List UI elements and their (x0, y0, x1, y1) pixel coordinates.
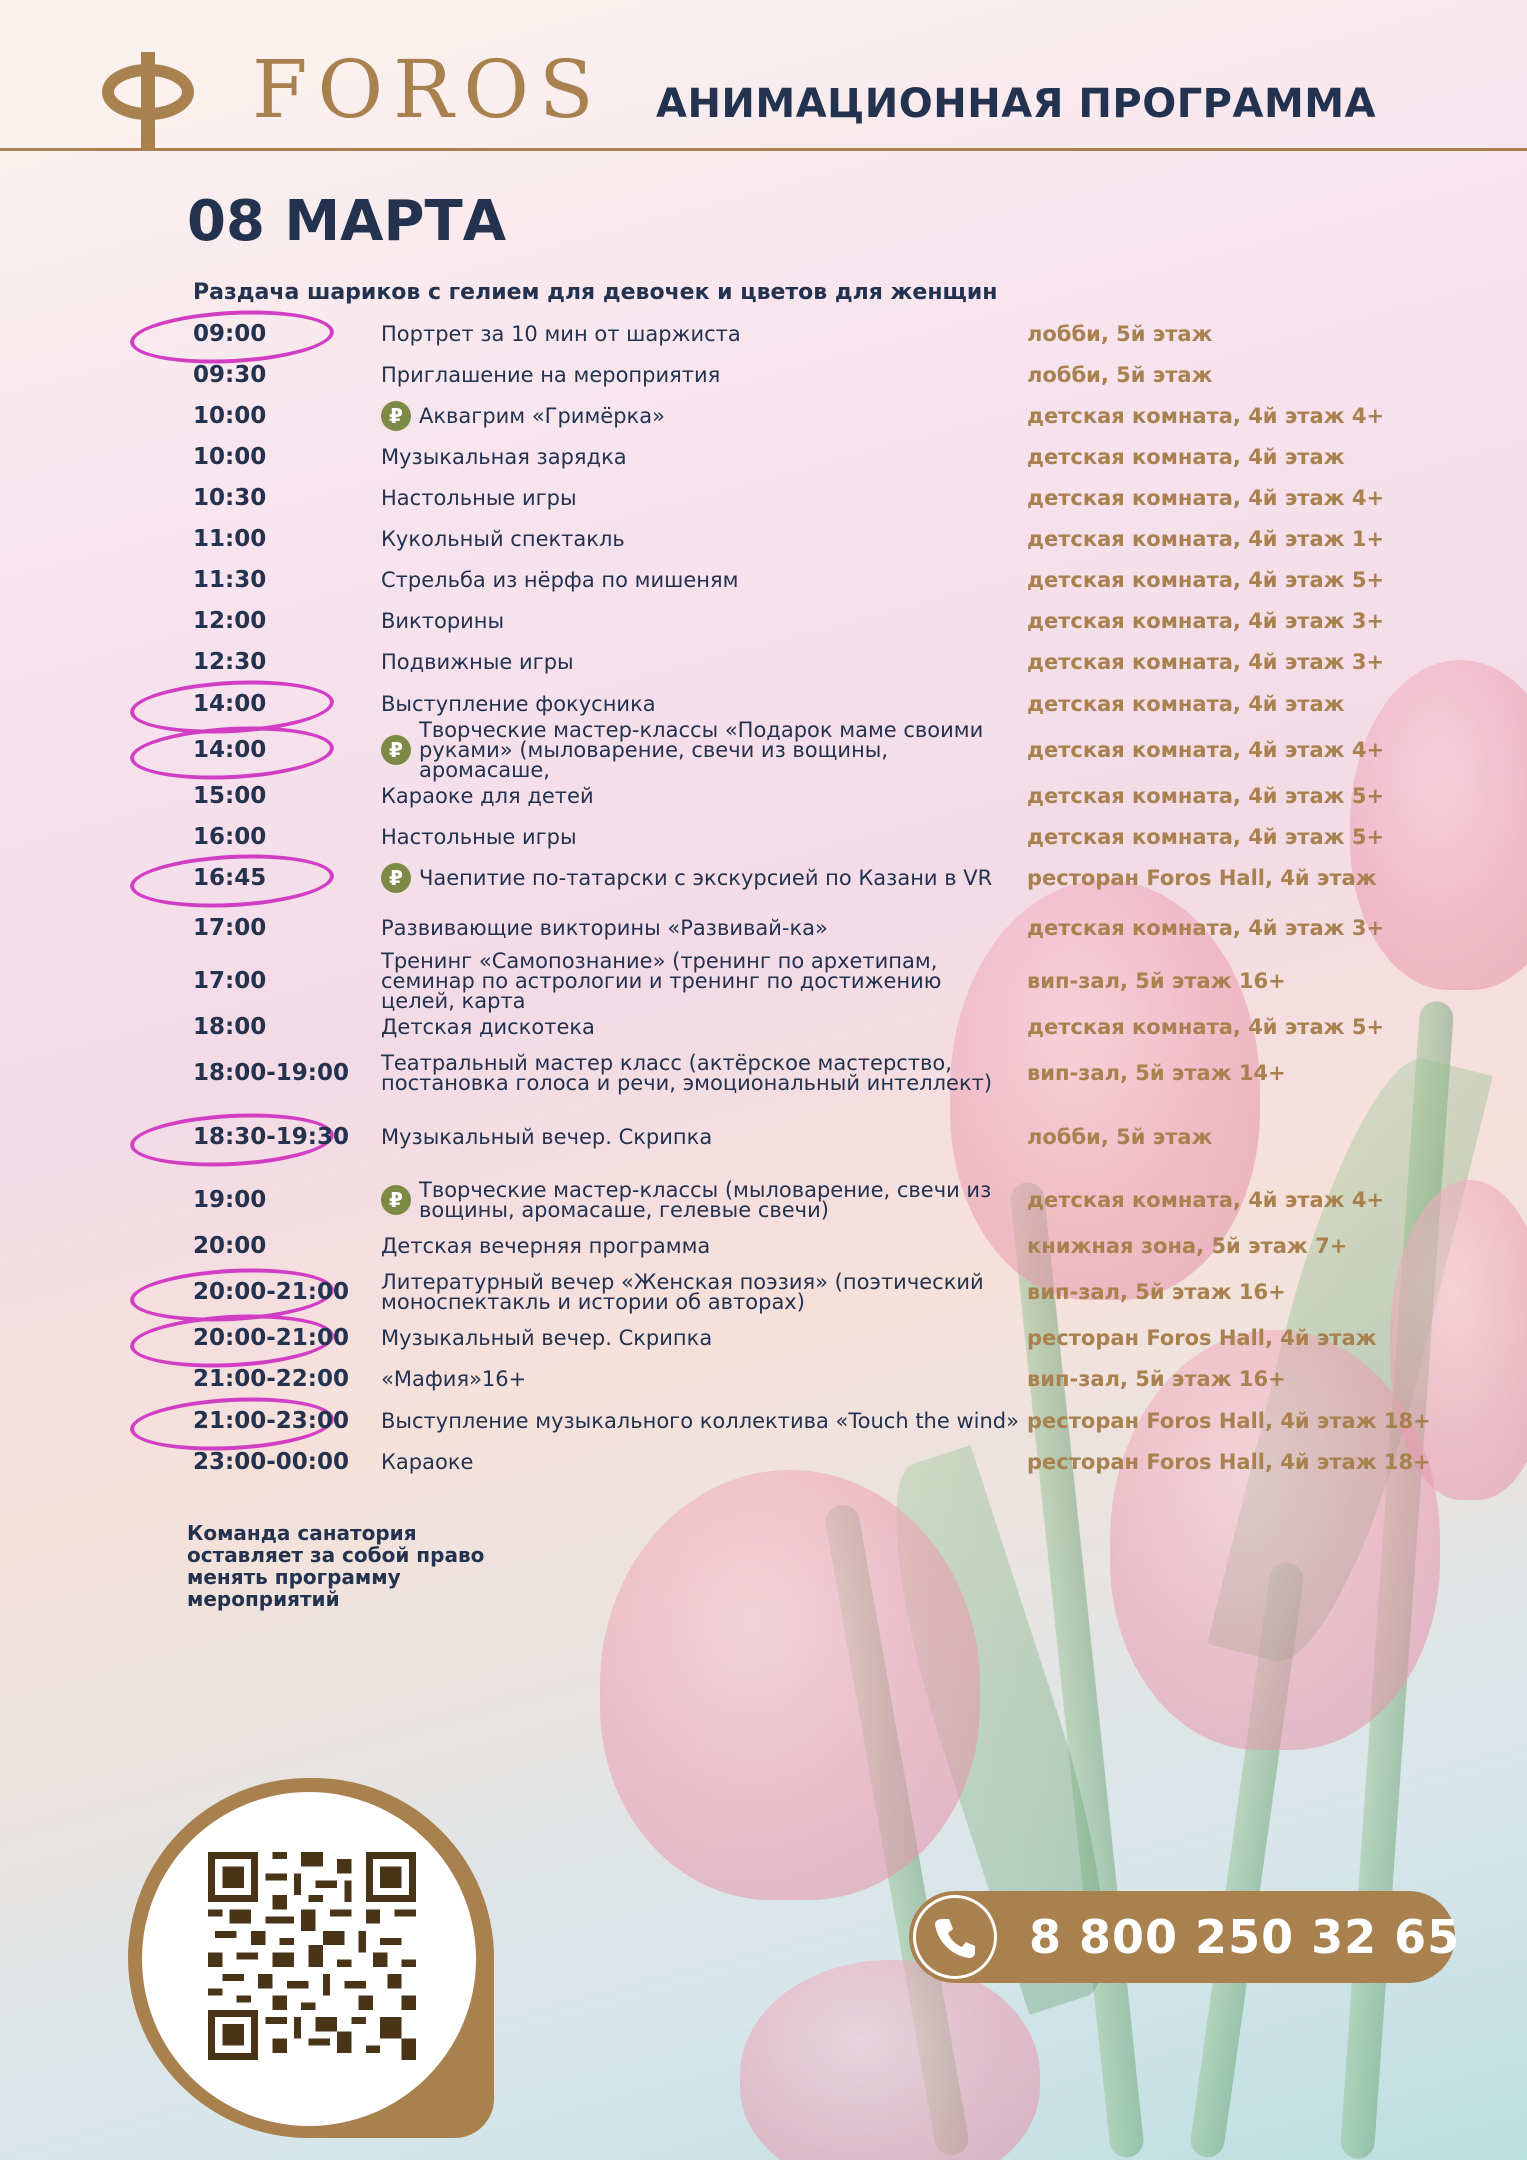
schedule-row (0, 560, 1527, 600)
event-place: детская комната, 4й этаж (1027, 692, 1345, 716)
event-time: 23:00-00:00 (193, 1449, 349, 1475)
event-title: ₽ Творческие мастер-классы «Подарок маме своими руками» (мыловарение, свечи из вощины, аромасаше, (381, 730, 1021, 770)
event-title: Музыкальный вечер. Скрипка (381, 1326, 713, 1350)
event-time: 11:00 (193, 526, 267, 552)
event-place: вип-зал, 5й этаж 16+ (1027, 969, 1286, 993)
phone-button[interactable] (909, 1891, 1461, 1983)
event-title: Развивающие викторины «Развивай-ка» (381, 916, 828, 940)
event-title: Портрет за 10 мин от шаржиста (381, 322, 741, 346)
event-place: лобби, 5й этаж (1027, 1125, 1213, 1149)
program-title: АНИМАЦИОННАЯ ПРОГРАММА (656, 81, 1377, 127)
event-time: 09:00 (193, 321, 267, 347)
event-title: «Мафия»16+ (381, 1367, 527, 1391)
event-time: 17:00 (193, 968, 267, 994)
schedule-row (0, 776, 1527, 816)
event-place: вип-зал, 5й этаж 16+ (1027, 1367, 1286, 1391)
ruble-icon: ₽ (381, 863, 411, 893)
schedule-row (0, 1272, 1527, 1312)
event-place: детская комната, 4й этаж 4+ (1027, 1188, 1385, 1212)
event-time: 21:00-23:00 (193, 1408, 349, 1434)
event-time: 12:00 (193, 608, 267, 634)
event-time: 20:00 (193, 1233, 267, 1259)
ruble-icon: ₽ (381, 401, 411, 431)
event-place: ресторан Foros Hall, 4й этаж 18+ (1027, 1450, 1431, 1474)
event-time: 14:00 (193, 737, 267, 763)
phone-number[interactable]: 8 800 250 32 65 (1029, 1910, 1461, 1964)
event-place: лобби, 5й этаж (1027, 363, 1213, 387)
event-title: Стрельба из нёрфа по мишеням (381, 568, 739, 592)
event-title: ₽ Чаепитие по-татарски с экскурсией по Казани в VR (381, 858, 1021, 898)
event-title: Кукольный спектакль (381, 527, 625, 551)
phone-icon (913, 1895, 997, 1979)
event-place: книжная зона, 5й этаж 7+ (1027, 1234, 1348, 1258)
event-time: 14:00 (193, 691, 267, 717)
event-place: детская комната, 4й этаж 5+ (1027, 1015, 1385, 1039)
header (0, 0, 1527, 151)
event-title: Выступление музыкального коллектива «Touch the wind» (381, 1409, 1019, 1433)
qr-background (142, 1792, 476, 2126)
event-time: 19:00 (193, 1187, 267, 1213)
brand-name: FOROS (252, 43, 604, 136)
event-place: ресторан Foros Hall, 4й этаж (1027, 1326, 1377, 1350)
event-place: детская комната, 4й этаж 3+ (1027, 650, 1385, 674)
schedule-row (0, 314, 1527, 354)
event-place: вип-зал, 5й этаж 16+ (1027, 1280, 1286, 1304)
schedule-row (0, 642, 1527, 682)
event-place: детская комната, 4й этаж 5+ (1027, 825, 1385, 849)
event-place: детская комната, 4й этаж 4+ (1027, 738, 1385, 762)
event-time: 15:00 (193, 783, 267, 809)
event-place: детская комната, 4й этаж 4+ (1027, 404, 1385, 428)
event-title: Музыкальный вечер. Скрипка (381, 1125, 713, 1149)
schedule-row (0, 1007, 1527, 1047)
event-time: 21:00-22:00 (193, 1366, 349, 1392)
event-title: Настольные игры (381, 825, 577, 849)
schedule-row (0, 1442, 1527, 1482)
foros-logo-icon (100, 52, 196, 148)
event-time: 18:00-19:00 (193, 1060, 349, 1086)
event-time: 09:30 (193, 362, 267, 388)
event-time: 20:00-21:00 (193, 1325, 349, 1351)
event-time: 12:30 (193, 649, 267, 675)
event-time: 18:00 (193, 1014, 267, 1040)
event-time: 20:00-21:00 (193, 1279, 349, 1305)
schedule-row (0, 519, 1527, 559)
event-place: лобби, 5й этаж (1027, 322, 1213, 346)
event-title: Настольные игры (381, 486, 577, 510)
schedule-row (0, 601, 1527, 641)
event-title: Детская дискотека (381, 1015, 595, 1039)
disclaimer-note: Команда санатория оставляет за собой право менять программу мероприятий (187, 1521, 485, 1611)
event-place: ресторан Foros Hall, 4й этаж 18+ (1027, 1409, 1431, 1433)
event-place: детская комната, 4й этаж 3+ (1027, 609, 1385, 633)
event-title: Подвижные игры (381, 650, 574, 674)
event-place: детская комната, 4й этаж 5+ (1027, 568, 1385, 592)
event-title: ₽ Творческие мастер-классы (мыловарение, свечи из вощины, аромасаше, гелевые свечи) (381, 1180, 1021, 1220)
event-title: ₽ Аквагрим «Гримёрка» (381, 396, 1021, 436)
schedule-row (0, 478, 1527, 518)
schedule-row (0, 355, 1527, 395)
schedule-row (0, 817, 1527, 857)
event-place: детская комната, 4й этаж 5+ (1027, 784, 1385, 808)
event-title: Музыкальная зарядка (381, 445, 627, 469)
event-time: 10:00 (193, 444, 267, 470)
event-title: Викторины (381, 609, 505, 633)
subtitle: Раздача шариков с гелием для девочек и цветов для женщин (193, 280, 998, 305)
event-time: 10:30 (193, 485, 267, 511)
schedule-row (0, 858, 1527, 898)
schedule-row (0, 1401, 1527, 1441)
event-place: ресторан Foros Hall, 4й этаж (1027, 866, 1377, 890)
schedule-row (0, 1180, 1527, 1220)
ruble-icon: ₽ (381, 735, 411, 765)
event-title: Театральный мастер класс (актёрское мастерство, постановка голоса и речи, эмоциональный интеллект) (381, 1051, 993, 1095)
event-time: 17:00 (193, 915, 267, 941)
event-place: детская комната, 4й этаж 1+ (1027, 527, 1385, 551)
schedule-row (0, 396, 1527, 436)
event-title: Выступление фокусника (381, 692, 656, 716)
event-title: Детская вечерняя программа (381, 1234, 711, 1258)
ruble-icon: ₽ (381, 1185, 411, 1215)
schedule-row (0, 718, 1527, 782)
schedule-row (0, 1053, 1527, 1093)
schedule-row (0, 1318, 1527, 1358)
schedule-row (0, 908, 1527, 948)
event-title: Тренинг «Самопознание» (тренинг по архетипам, семинар по астрологии и тренинг по достижению целей, карта (381, 949, 942, 1013)
event-time: 18:30-19:30 (193, 1124, 349, 1150)
schedule-row (0, 437, 1527, 477)
event-place: вип-зал, 5й этаж 14+ (1027, 1061, 1286, 1085)
schedule-row (0, 1359, 1527, 1399)
event-time: 16:45 (193, 865, 267, 891)
event-time: 11:30 (193, 567, 267, 593)
qr-block (128, 1778, 494, 2138)
event-title: Приглашение на мероприятия (381, 363, 721, 387)
event-time: 10:00 (193, 403, 267, 429)
schedule-row (0, 1117, 1527, 1157)
event-title: Караоке (381, 1450, 474, 1474)
event-title: Литературный вечер «Женская поэзия» (поэтический моноспектакль и истории об авторах) (381, 1270, 984, 1314)
page-title: 08 МАРТА (187, 189, 507, 254)
schedule-row (0, 1226, 1527, 1266)
event-place: детская комната, 4й этаж 3+ (1027, 916, 1385, 940)
event-title: Караоке для детей (381, 784, 594, 808)
qr-code[interactable] (208, 1852, 416, 2060)
event-time: 16:00 (193, 824, 267, 850)
schedule-row (0, 949, 1527, 1013)
event-place: детская комната, 4й этаж 4+ (1027, 486, 1385, 510)
event-place: детская комната, 4й этаж (1027, 445, 1345, 469)
